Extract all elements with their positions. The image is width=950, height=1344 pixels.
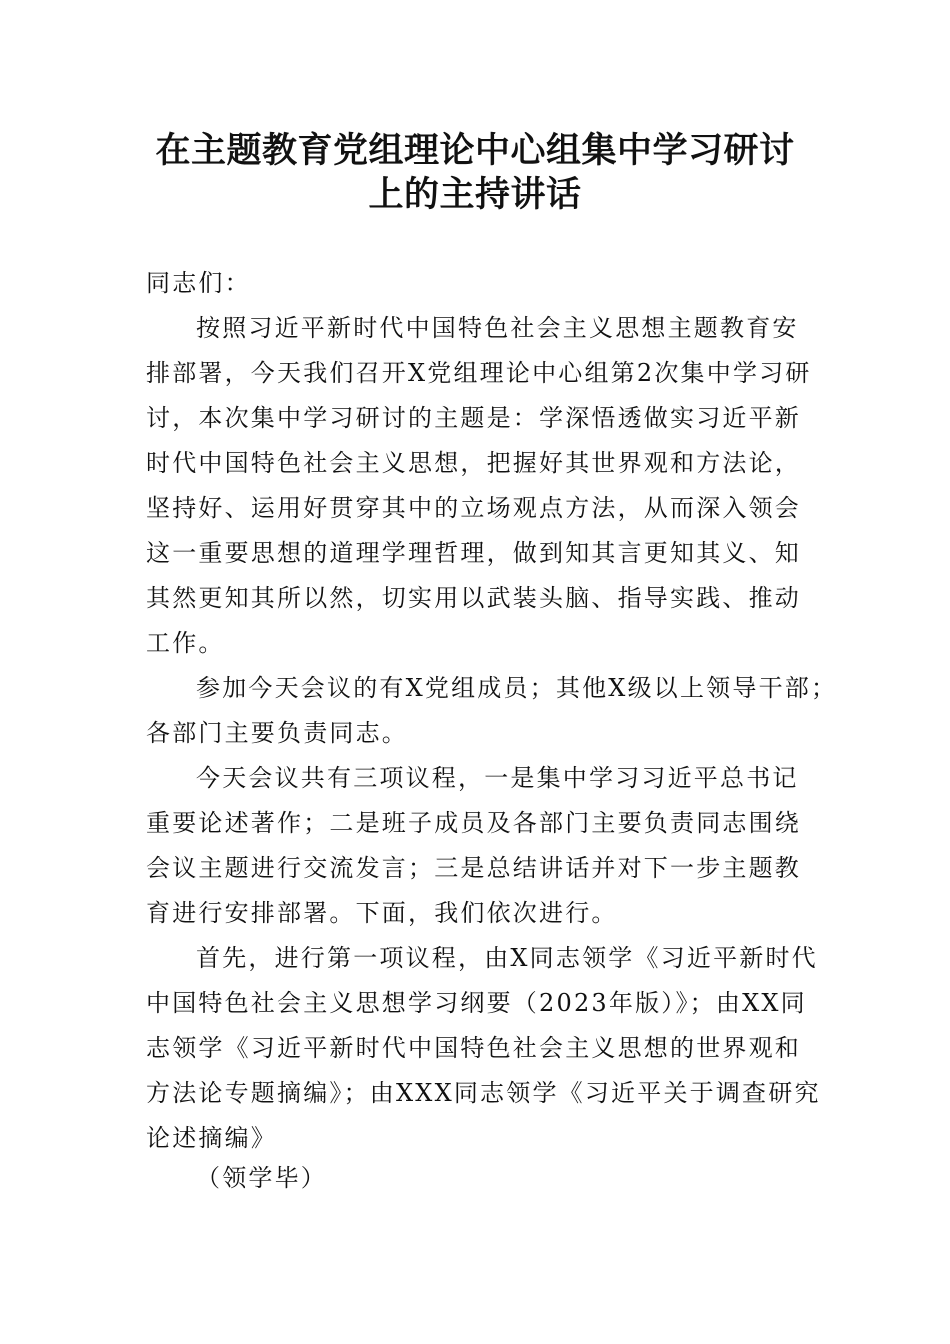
- paragraph-1-line: 时代中国特色社会主义思想，把握好其世界观和方法论，: [146, 449, 801, 477]
- paragraph-2-line: 各部门主要负责同志。: [146, 719, 408, 747]
- paragraph-4-line: 中国特色社会主义思想学习纲要（2023年版）》；由XX同: [146, 989, 807, 1017]
- paragraph-1-line: 讨，本次集中学习研讨的主题是：学深悟透做实习近平新: [146, 404, 801, 432]
- paragraph-3-line: 今天会议共有三项议程，一是集中学习习近平总书记: [196, 764, 799, 792]
- document-title-line-1: 在主题教育党组理论中心组集中学习研讨: [155, 131, 795, 171]
- paragraph-3-line: 重要论述著作；二是班子成员及各部门主要负责同志围绕: [146, 809, 801, 837]
- document-title-line-2: 上的主持讲话: [368, 175, 582, 215]
- note-text: （领学毕）: [196, 1164, 327, 1192]
- paragraph-3-line: 育进行安排部署。下面，我们依次进行。: [146, 899, 618, 927]
- paragraph-1-line: 这一重要思想的道理学理哲理，做到知其言更知其义、知: [146, 539, 801, 567]
- paragraph-4-line: 志领学《习近平新时代中国特色社会主义思想的世界观和: [146, 1034, 801, 1062]
- paragraph-1-line: 其然更知其所以然，切实用以武装头脑、指导实践、推动: [146, 584, 801, 612]
- paragraph-1-line: 排部署，今天我们召开X党组理论中心组第2次集中学习研: [146, 359, 812, 387]
- paragraph-4-line: 首先，进行第一项议程，由X同志领学《习近平新时代: [196, 944, 818, 972]
- salutation: 同志们：: [146, 269, 251, 297]
- paragraph-3-line: 会议主题进行交流发言；三是总结讲话并对下一步主题教: [146, 854, 801, 882]
- paragraph-4-line: 方法论专题摘编》；由XXX同志领学《习近平关于调查研究: [146, 1079, 821, 1107]
- paragraph-1-line: 坚持好、运用好贯穿其中的立场观点方法，从而深入领会: [146, 494, 801, 522]
- paragraph-2-line: 参加今天会议的有X党组成员；其他X级以上领导干部；: [196, 674, 838, 702]
- paragraph-4-line: 论述摘编》: [146, 1124, 277, 1152]
- paragraph-1-line: 工作。: [146, 629, 225, 657]
- paragraph-1-line: 按照习近平新时代中国特色社会主义思想主题教育安: [196, 314, 799, 342]
